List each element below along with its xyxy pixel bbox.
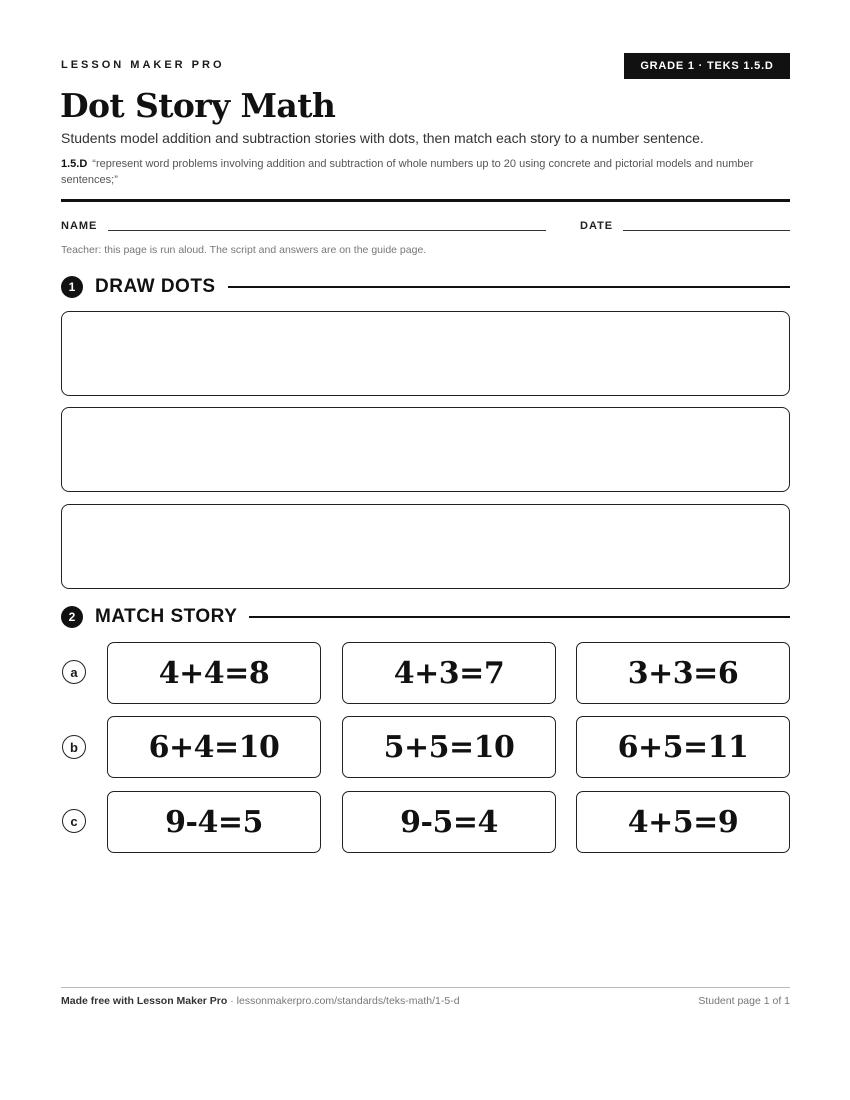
date-label: DATE — [580, 220, 614, 232]
grade-badge: GRADE 1 · TEKS 1.5.D — [624, 53, 790, 79]
header-divider — [61, 199, 790, 202]
row-label-a: a — [62, 660, 86, 684]
page-title: Dot Story Math — [60, 86, 336, 125]
number-sentence-card[interactable]: 6+5=11 — [576, 716, 790, 778]
standard-statement — [61, 156, 761, 188]
name-field[interactable] — [108, 230, 546, 231]
section-number-badge: 2 — [61, 606, 83, 628]
section-divider — [228, 286, 790, 288]
brand-name: LESSON MAKER PRO — [61, 59, 225, 71]
number-sentence-card[interactable]: 4+4=8 — [107, 642, 321, 704]
name-label: NAME — [61, 220, 98, 232]
footer-made-with: Made free with Lesson Maker Pro — [61, 995, 228, 1007]
number-sentence-card[interactable]: 9-5=4 — [342, 791, 556, 853]
number-sentence-card[interactable]: 3+3=6 — [576, 642, 790, 704]
footer-page-number: Student page 1 of 1 — [698, 995, 790, 1007]
number-sentence-card[interactable]: 5+5=10 — [342, 716, 556, 778]
page-subtitle: Students model addition and subtraction stories with dots, then match each story to a number sentence. — [61, 130, 704, 146]
row-label-b: b — [62, 735, 86, 759]
section-title: DRAW DOTS — [95, 276, 216, 297]
standard-text: “represent word problems involving addition and subtraction of whole numbers up to 20 using concrete and pictorial models and number sentences;” — [61, 158, 754, 186]
section-divider — [249, 616, 790, 618]
section-number-badge: 1 — [61, 276, 83, 298]
number-sentence-card[interactable]: 9-4=5 — [107, 791, 321, 853]
number-sentence-card[interactable]: 4+3=7 — [342, 642, 556, 704]
section-title: MATCH STORY — [95, 606, 238, 627]
dot-drawing-box-3[interactable] — [61, 504, 790, 589]
number-sentence-card[interactable]: 4+5=9 — [576, 791, 790, 853]
footer-divider — [61, 987, 790, 988]
row-label-c: c — [62, 809, 86, 833]
footer-credit — [61, 995, 460, 1007]
dot-drawing-box-1[interactable] — [61, 311, 790, 396]
section-match-story-header — [61, 604, 790, 630]
footer-url[interactable]: · lessonmakerpro.com/standards/teks-math/1-5-d — [227, 995, 460, 1007]
number-sentence-card[interactable]: 6+4=10 — [107, 716, 321, 778]
dot-drawing-box-2[interactable] — [61, 407, 790, 492]
standard-code: 1.5.D — [61, 158, 88, 170]
teacher-note: Teacher: this page is run aloud. The script and answers are on the guide page. — [61, 244, 427, 256]
section-draw-dots-header — [61, 274, 790, 300]
date-field[interactable] — [623, 230, 790, 231]
